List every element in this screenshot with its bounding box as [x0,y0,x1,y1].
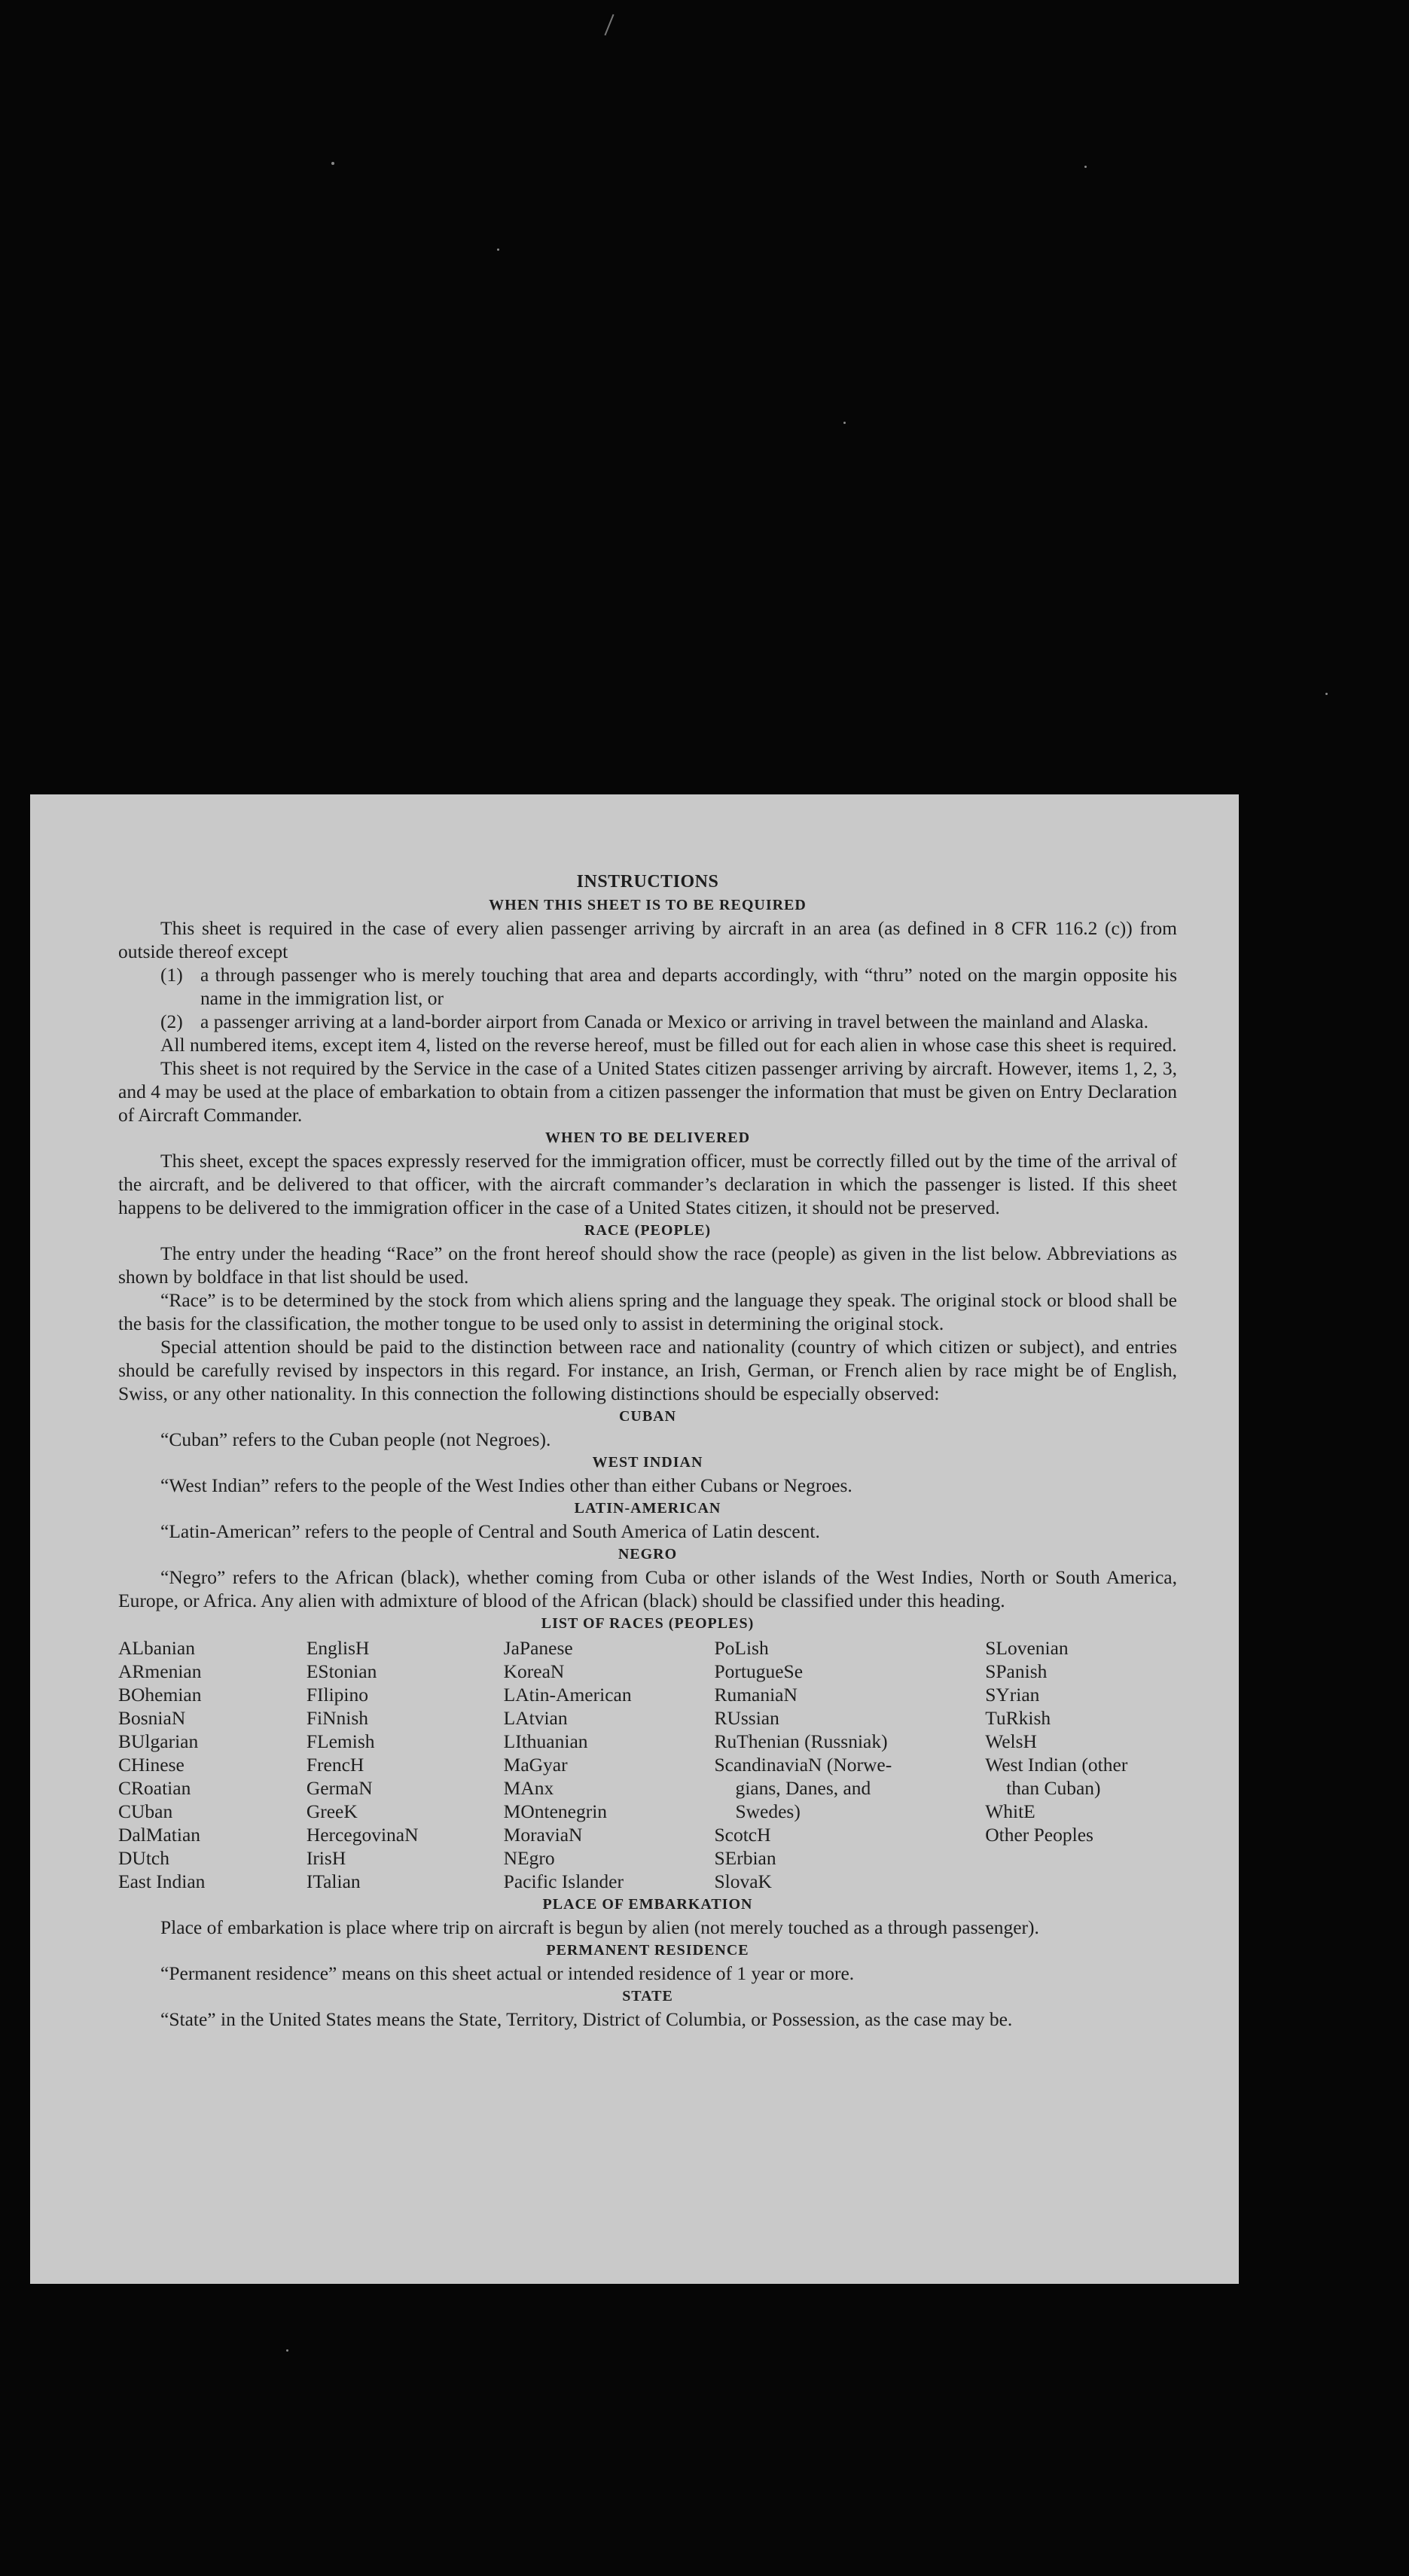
heading-place-of-embarkation: PLACE OF EMBARKATION [542,1896,753,1913]
heading-permanent-residence: PERMANENT RESIDENCE [546,1942,749,1959]
paragraph-when-delivered: This sheet, except the spaces expressly reserved for the immigration officer, must be correctly filled out by the time of the arrival of the aircraft, and be delivered to that officer, with the aircraft commander’s declaration in which the passenger is listed. If this sheet happens to be delivered to the immigration officer in the case of a United States citizen, it should not be preserved. [118,1150,1177,1218]
race-entry: BOhemian [118,1684,202,1706]
race-entry: than Cuban) [1006,1777,1101,1799]
heading-when-required: WHEN THIS SHEET IS TO BE REQUIRED [489,897,807,913]
heading-when-delivered: WHEN TO BE DELIVERED [544,1129,751,1146]
race-entry: LIthuanian [503,1730,588,1752]
race-entry: gians, Danes, and [735,1777,871,1799]
race-entry: CHinese [118,1754,185,1776]
paragraph-latin-american: “Latin-American” refers to the people of Central and South America of Latin descent. [160,1520,820,1542]
paragraph-west-indian: “West Indian” refers to the people of the West Indies other than either Cubans or Negroes. [160,1474,852,1496]
race-entry: RUssian [714,1707,779,1729]
race-entry: MaGyar [503,1754,568,1776]
race-column [118,1636,307,1893]
race-entry: FrencH [306,1754,364,1776]
paragraph-citizen: This sheet is not required by the Service in the case of a United States citizen passenger arriving by aircraft. However, items 1, 2, 3, and 4 may be used at the place of embarkation to obtain from a citizen passenger the information that must be given on Entry Declaration of Aircraft Commander. [118,1057,1177,1126]
instruction-sheet [30,794,1239,2284]
film-speck [286,2349,288,2352]
race-entry: CRoatian [118,1777,191,1799]
paragraph-state: “State” in the United States means the State, Territory, District of Columbia, or Possession, as the case may be. [160,2008,1013,2030]
paragraph-permanent-residence: “Permanent residence” means on this sheet actual or intended residence of 1 year or more. [160,1962,855,1984]
race-entry: PortugueSe [714,1660,804,1682]
race-entry: ARmenian [118,1660,202,1682]
heading-west-indian: WEST INDIAN [592,1454,703,1471]
race-entry: SPanish [985,1660,1048,1682]
race-entry: WhitE [985,1800,1035,1822]
race-entry: ScandinaviaN (Norwe- [714,1754,892,1776]
race-entry: West Indian (other [985,1754,1128,1776]
heading-cuban: CUBAN [618,1408,677,1425]
film-speck [497,248,499,251]
race-entry: RumaniaN [714,1684,798,1706]
page-title: INSTRUCTIONS [576,872,719,892]
race-entry: SlovaK [714,1870,772,1892]
race-entry: BosniaN [118,1707,186,1729]
race-entry: FiNnish [306,1707,369,1729]
race-entry: CUban [118,1800,173,1822]
paragraph-when-required: This sheet is required in the case of every alien passenger arriving by aircraft in an area (as defined in 8 CFR 116.2 (c)) from outside thereof except [118,917,1177,962]
race-entry: MAnx [503,1777,554,1799]
race-column [504,1636,715,1893]
paragraph-negro: “Negro” refers to the African (black), whether coming from Cuba or other islands of the West Indies, North or South America, Europe, or Africa. Any alien with admixture of blood of the African (black) should be classified under this heading. [118,1566,1177,1611]
race-column [985,1636,1177,1893]
race-entry: LAtin-American [503,1684,632,1706]
heading-race: RACE (PEOPLE) [584,1222,711,1239]
race-entry: SLovenian [985,1637,1069,1659]
race-entry: HercegovinaN [306,1824,419,1846]
race-entry: East Indian [118,1870,206,1892]
race-list [118,1636,1177,1893]
race-entry: IrisH [306,1847,346,1869]
paragraph-cuban: “Cuban” refers to the Cuban people (not Negroes). [160,1428,551,1450]
race-entry: KoreaN [503,1660,565,1682]
heading-negro: NEGRO [618,1546,678,1562]
heading-state: STATE [622,1988,673,2004]
race-entry: SErbian [714,1847,776,1869]
list-item [118,963,1177,1010]
film-speck [331,162,334,165]
paragraph-numbered-items: All numbered items, except item 4, listed on the reverse hereof, must be filled out for each alien in whose case this sheet is required. [160,1034,1177,1056]
item-text: a passenger arriving at a land-border airport from Canada or Mexico or arriving in travel between the mainland and Alaska. [200,1011,1148,1032]
race-entry: Pacific Islander [503,1870,624,1892]
race-entry: TuRkish [985,1707,1051,1729]
paragraph-place-of-embarkation: Place of embarkation is place where trip on aircraft is begun by alien (not merely touched as a through passenger). [160,1916,1039,1938]
heading-list-of-races: LIST OF RACES (PEOPLES) [541,1615,755,1632]
race-entry: WelsH [985,1730,1037,1752]
race-entry: SYrian [985,1684,1040,1706]
race-entry: FIlipino [306,1684,369,1706]
race-column [714,1636,985,1893]
race-entry: EStonian [306,1660,377,1682]
list-item [118,1010,1177,1033]
race-entry: MOntenegrin [503,1800,608,1822]
race-entry: BUlgarian [118,1730,199,1752]
race-entry: GreeK [306,1800,358,1822]
race-entry: ITalian [306,1870,361,1892]
race-entry: FLemish [306,1730,375,1752]
race-entry: ScotcH [714,1824,771,1846]
race-entry: PoLish [714,1637,769,1659]
race-entry: EnglisH [306,1637,370,1659]
paragraph-race-3: Special attention should be paid to the distinction between race and nationality (country of which citizen or subject), and entries should be carefully revised by inspectors in this regard. For instance, an Irish, German, or French alien by race might be of English, Swiss, or any other nationality. In this connection the following distinctions should be especially observed: [118,1336,1177,1404]
race-entry: ALbanian [118,1637,195,1659]
item-number: (2) [160,1011,183,1032]
film-speck [843,422,846,424]
race-entry: MoraviaN [503,1824,583,1846]
race-entry: RuThenian (Russniak) [714,1730,888,1752]
race-entry: DUtch [118,1847,169,1869]
race-entry: LAtvian [503,1707,568,1729]
race-column [307,1636,504,1893]
race-entry: JaPanese [503,1637,573,1659]
race-entry: GermaN [306,1777,373,1799]
item-text: a through passenger who is merely touching that area and departs accordingly, with “thru” noted on the margin opposite his name in the immigration list, or [200,964,1177,1009]
race-entry: DalMatian [118,1824,201,1846]
paragraph-race-1: The entry under the heading “Race” on the front hereof should show the race (people) as given in the list below. Abbreviations as shown by boldface in that list should be used. [118,1242,1177,1288]
heading-latin-american: LATIN-AMERICAN [574,1500,721,1517]
race-entry: NEgro [503,1847,555,1869]
paragraph-race-2: “Race” is to be determined by the stock from which aliens spring and the language they speak. The original stock or blood shall be the basis for the classification, the mother tongue to be used only to assist in determining the original stock. [118,1289,1177,1334]
race-entry: Other Peoples [985,1824,1093,1846]
item-number: (1) [160,964,183,986]
film-speck [1325,693,1328,695]
film-speck [1084,166,1087,168]
film-scratch [604,14,614,36]
race-entry: Swedes) [735,1800,801,1822]
